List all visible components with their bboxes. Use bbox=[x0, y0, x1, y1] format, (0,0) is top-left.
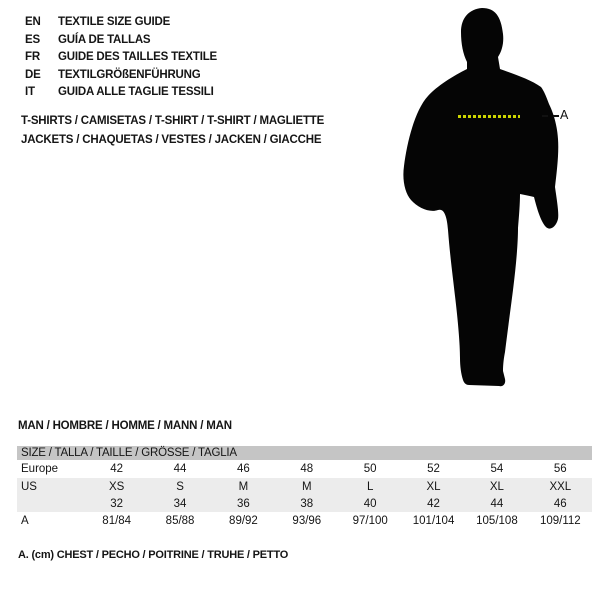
category-jackets: JACKETS / CHAQUETAS / VESTES / JACKEN / GIACCHE bbox=[21, 134, 322, 146]
language-row-de bbox=[25, 67, 217, 85]
man-silhouette-image bbox=[403, 6, 571, 388]
size-table bbox=[17, 446, 592, 530]
size-cell: 54 bbox=[490, 463, 504, 475]
language-label: GUIDE DES TAILLES TEXTILE bbox=[58, 51, 217, 63]
size-cell: 101/104 bbox=[412, 515, 455, 527]
size-cell: XXL bbox=[549, 480, 572, 493]
size-cell: M bbox=[238, 480, 249, 493]
size-cell: 48 bbox=[300, 463, 314, 475]
man-silhouette-figure bbox=[403, 6, 571, 388]
language-code: IT bbox=[25, 86, 35, 98]
size-cell: 52 bbox=[427, 463, 440, 475]
language-code: FR bbox=[25, 51, 40, 63]
row-label: US bbox=[21, 480, 37, 493]
language-label: GUIDA ALLE TAGLIE TESSILI bbox=[58, 86, 214, 98]
size-cell: 44 bbox=[490, 497, 504, 510]
category-list bbox=[21, 112, 324, 150]
size-cell: 50 bbox=[363, 463, 377, 475]
language-code: EN bbox=[25, 16, 41, 28]
size-cell: 42 bbox=[110, 463, 124, 475]
chest-measure-line bbox=[458, 115, 520, 118]
size-cell: 38 bbox=[300, 497, 314, 510]
language-row-fr bbox=[25, 49, 217, 67]
size-cell: M bbox=[302, 480, 312, 493]
size-cell: 85/88 bbox=[165, 515, 195, 527]
language-row-es bbox=[25, 32, 217, 50]
measure-pointer-dashes bbox=[542, 115, 559, 117]
size-cell: 105/108 bbox=[476, 515, 518, 527]
table-row-chest-a bbox=[17, 512, 592, 530]
size-cell: 97/100 bbox=[352, 515, 388, 527]
size-cell: 93/96 bbox=[292, 515, 322, 527]
section-title-man: MAN / HOMBRE / HOMME / MANN / MAN bbox=[18, 420, 232, 432]
language-label: TEXTILE SIZE GUIDE bbox=[58, 16, 171, 28]
row-label: Europe bbox=[21, 463, 59, 475]
table-row-us bbox=[17, 478, 592, 495]
table-row-europe bbox=[17, 460, 592, 478]
size-cell: 46 bbox=[553, 497, 567, 510]
size-cell: S bbox=[176, 480, 184, 493]
size-cell: XL bbox=[489, 480, 504, 493]
language-row-en bbox=[25, 14, 217, 32]
row-label: A bbox=[21, 515, 29, 527]
size-cell: 36 bbox=[237, 497, 250, 510]
table-row-us-numeric bbox=[17, 495, 592, 512]
size-cell: 56 bbox=[553, 463, 567, 475]
measurement-footnote: A. (cm) CHEST / PECHO / POITRINE / TRUHE / PETTO bbox=[18, 549, 289, 561]
language-row-it bbox=[25, 84, 217, 102]
language-label: TEXTILGRÖßENFÜHRUNG bbox=[58, 68, 201, 81]
measure-label-a: A bbox=[560, 108, 569, 122]
size-cell: 34 bbox=[173, 497, 187, 510]
size-cell: 40 bbox=[363, 497, 377, 510]
language-code: DE bbox=[25, 68, 41, 81]
table-header-row: SIZE / TALLA / TAILLE / GRÖSSE / TAGLIA bbox=[17, 446, 592, 460]
size-cell: 44 bbox=[173, 463, 187, 475]
size-cell: XL bbox=[426, 480, 441, 493]
size-cell: XS bbox=[109, 480, 125, 493]
size-cell: 89/92 bbox=[229, 515, 258, 527]
language-list bbox=[25, 14, 217, 102]
size-cell: 42 bbox=[427, 497, 440, 510]
category-tshirts: T-SHIRTS / CAMISETAS / T-SHIRT / T-SHIRT / MAGLIETTE bbox=[21, 115, 325, 127]
size-cell: L bbox=[366, 480, 374, 493]
size-cell: 46 bbox=[237, 463, 250, 475]
size-cell: 109/112 bbox=[539, 515, 581, 527]
size-cell: 81/84 bbox=[102, 515, 132, 527]
size-cell: 32 bbox=[110, 497, 124, 510]
language-code: ES bbox=[25, 33, 40, 46]
language-label: GUÍA DE TALLAS bbox=[58, 33, 151, 46]
